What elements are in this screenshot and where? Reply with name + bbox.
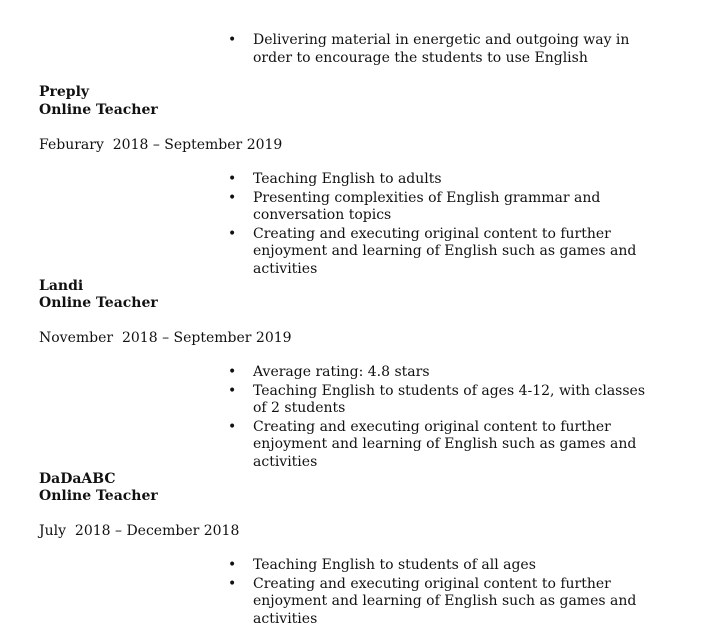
company-name-preply: Preply [39,84,90,100]
list-item [228,364,658,382]
bullet-icon: • [228,364,237,380]
list-item [228,226,658,279]
bullet-text: Teaching English to students of all ages [253,557,536,573]
bullet-text: Creating and executing original content to further enjoyment and learning of English such as games and activities [253,418,637,470]
job-bullets-dadaabc [228,557,658,629]
job-title-landi: Online Teacher [39,295,158,311]
list-item [228,383,658,418]
list-item [228,557,658,575]
bullet-text: Teaching English to students of ages 4-12, with classes of 2 students [253,382,646,416]
bullet-text: Teaching English to adults [253,171,442,187]
bullet-text: Creating and executing original content to further enjoyment and learning of English such as games and activities [253,225,637,277]
bullet-icon: • [228,171,237,187]
bullet-icon: • [228,575,237,592]
bullet-icon: • [228,32,237,48]
job-dates-dadaabc: July 2018 – December 2018 [39,523,240,539]
job-bullets-preply [228,171,658,279]
bullet-text: Presenting complexities of English grammar and conversation topics [253,189,601,223]
job-dates-preply: Feburary 2018 – September 2019 [39,137,283,153]
bullet-icon: • [228,418,237,435]
job-title-preply: Online Teacher [39,102,158,118]
bullet-text: Average rating: 4.8 stars [253,364,430,380]
bullet-icon: • [228,557,237,573]
job-bullets-landi [228,364,658,472]
bullet-icon: • [228,382,237,399]
job-title-dadaabc: Online Teacher [39,488,158,504]
list-item [228,32,658,67]
bullet-text: Creating and executing original content to further enjoyment and learning of English such as games and activities [253,575,637,627]
list-item [228,576,658,629]
bullet-icon: • [228,225,237,242]
intro-bullet-list [228,32,658,68]
bullet-text: Delivering material in energetic and outgoing way in order to encourage the students to use English [253,32,630,66]
company-name-dadaabc: DaDaABC [39,471,116,487]
list-item [228,419,658,472]
list-item [228,190,658,225]
company-name-landi: Landi [39,278,84,294]
bullet-icon: • [228,189,237,206]
list-item [228,171,658,189]
job-dates-landi: November 2018 – September 2019 [39,330,292,346]
